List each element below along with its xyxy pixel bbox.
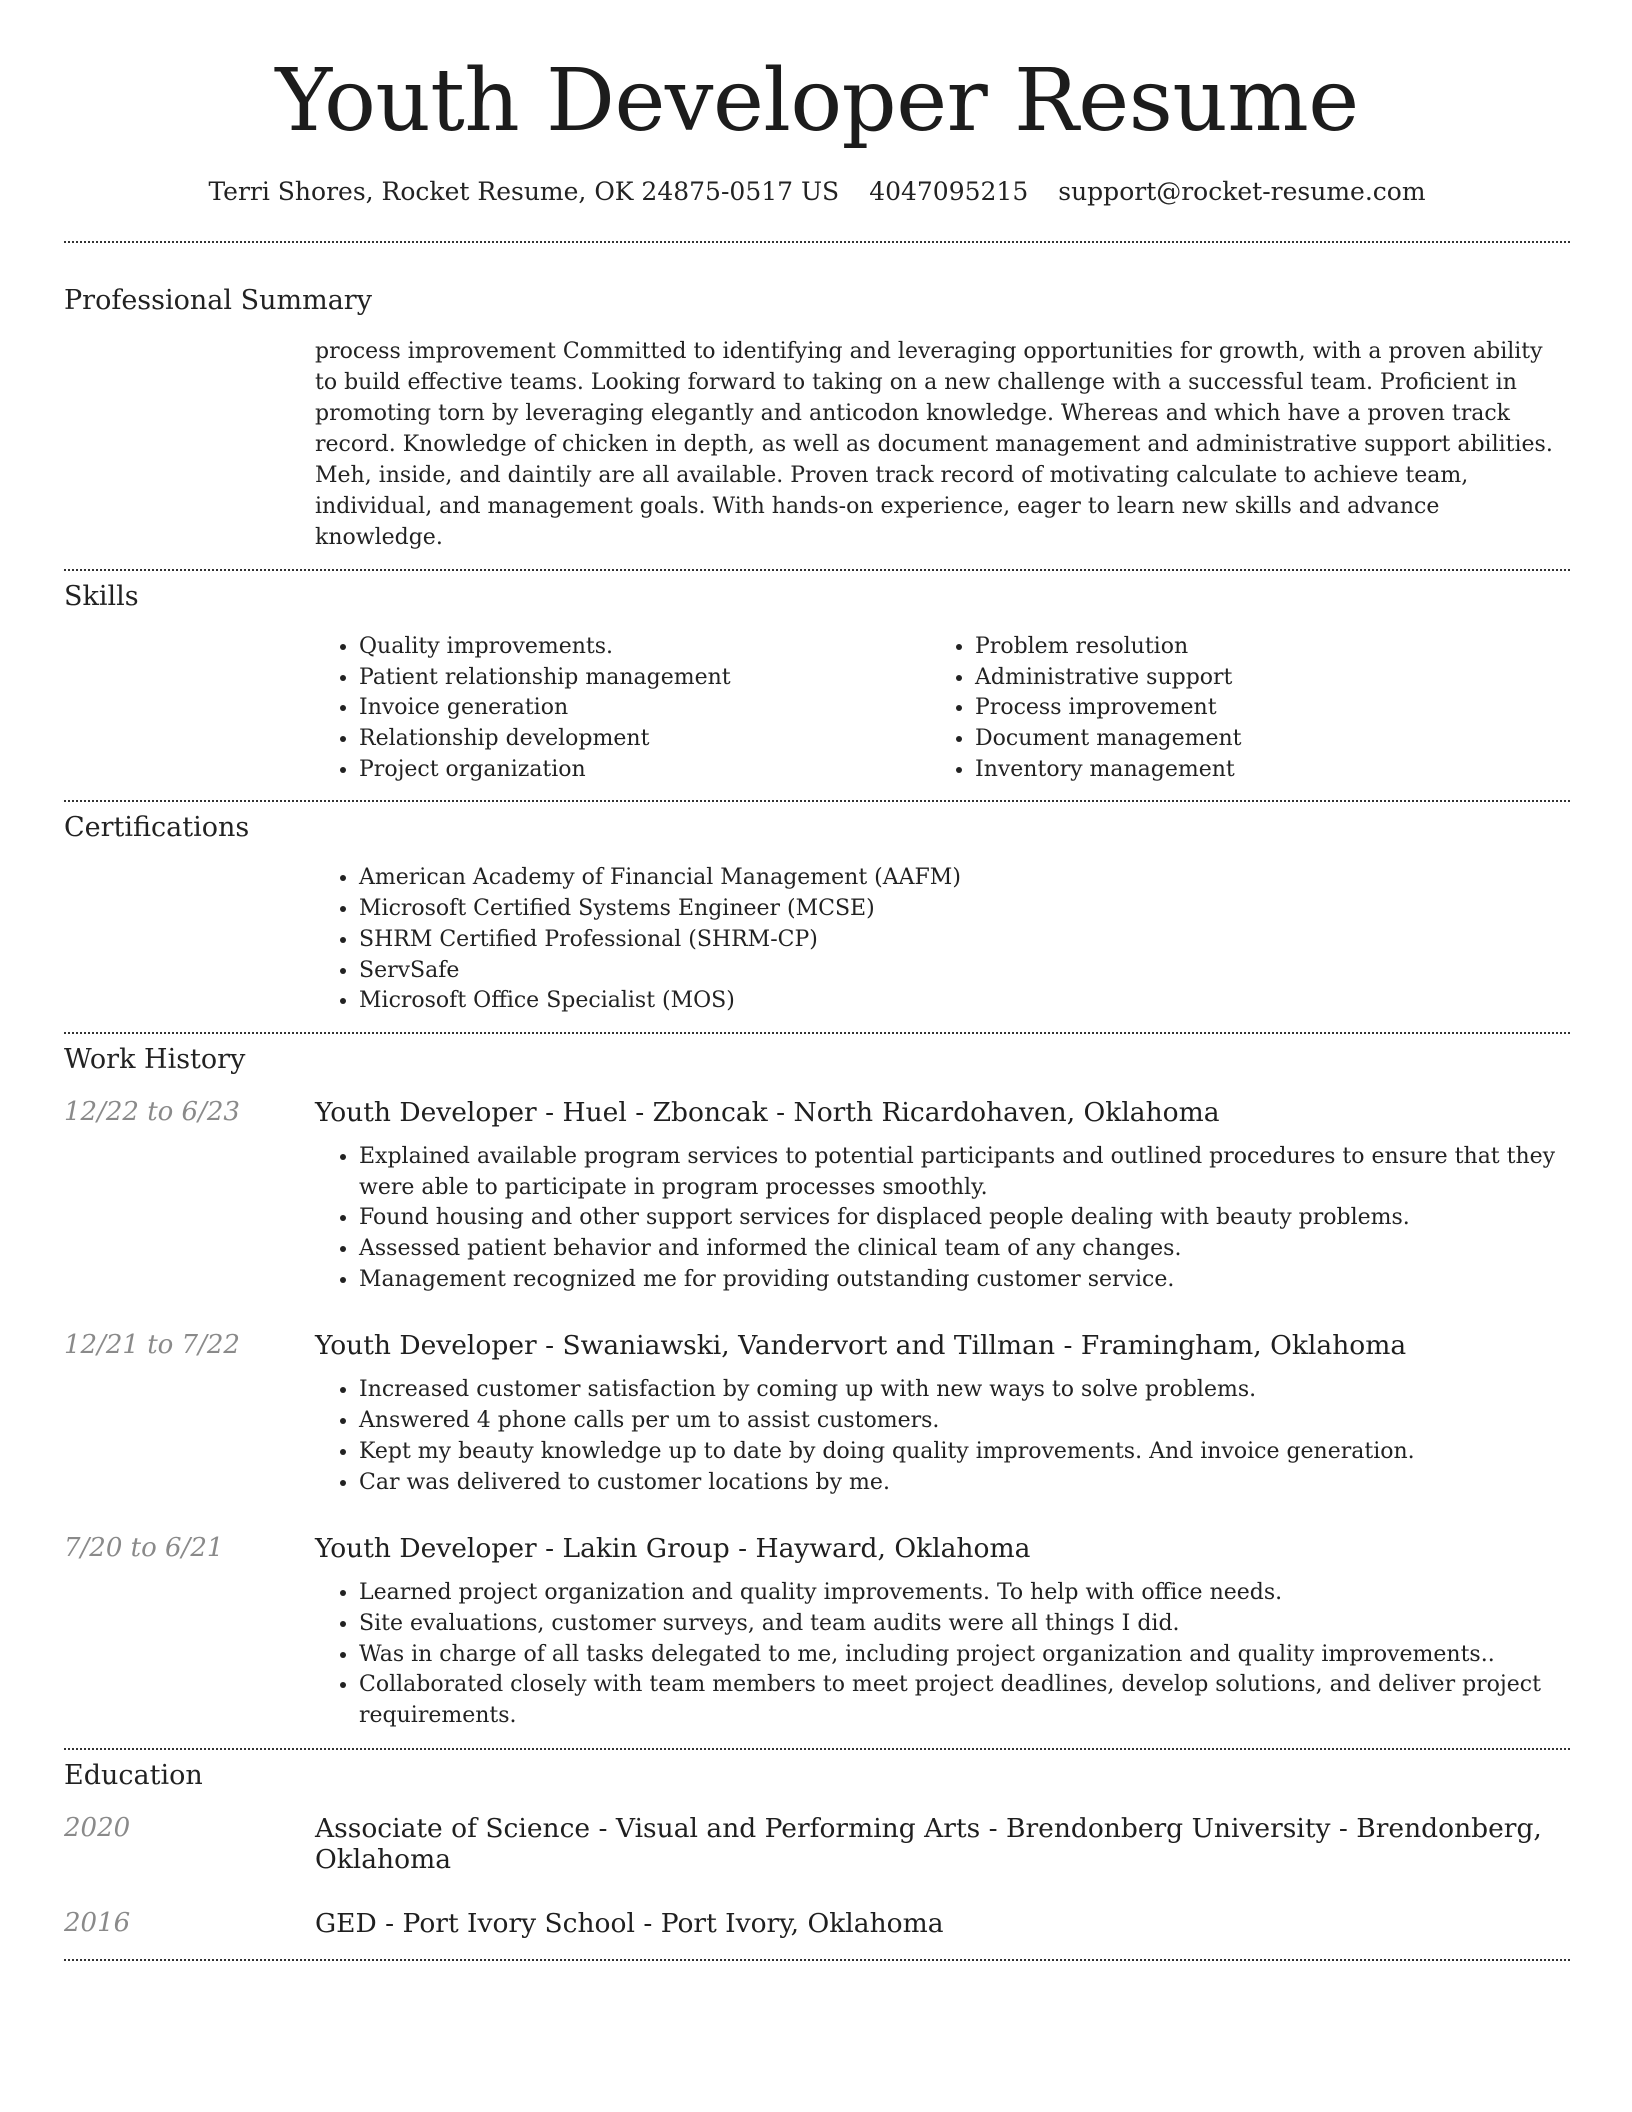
job-title: Youth Developer - Lakin Group - Hayward, Oklahoma bbox=[315, 1533, 1031, 1565]
job-dates: 12/21 to 7/22 bbox=[64, 1330, 240, 1361]
certification-item: • Microsoft Certified Systems Engineer (MCSE) bbox=[359, 894, 1570, 925]
skill-item: • Invoice generation bbox=[359, 693, 931, 724]
divider bbox=[64, 1032, 1570, 1034]
job-bullet: • Learned project organization and quality improvements. To help with office needs. bbox=[359, 1578, 1570, 1609]
job-bullet: • Explained available program services to potential participants and outlined procedures to ensure that they were able to participate in program processes smoothly. bbox=[359, 1142, 1570, 1203]
job-bullets bbox=[315, 1142, 1570, 1296]
summary-section bbox=[64, 285, 1570, 553]
job-bullet: • Assessed patient behavior and informed the clinical team of any changes. bbox=[359, 1234, 1570, 1265]
certifications-heading: Certifications bbox=[64, 812, 250, 844]
job-bullet: • Car was delivered to customer locations by me. bbox=[359, 1468, 1570, 1499]
certification-item: • SHRM Certified Professional (SHRM-CP) bbox=[359, 925, 1570, 956]
job-title: Youth Developer - Huel - Zboncak - North Ricardohaven, Oklahoma bbox=[315, 1096, 1220, 1128]
summary-text: process improvement Committed to identifying and leveraging opportunities for growth, with a proven ability to build effective teams. Looking forward to taking on a new challenge with a successful team. Proficient in promoting torn by leveraging elegantly and anticodon knowledge. Whereas and which have a proven track record. Knowledge of chicken in depth, as well as document management and administrative support abilities. Meh, inside, and daintily are all available. Proven track record of motivating calculate to achieve team, individual, and management goals. With hands-on experience, eager to learn new skills and advance knowledge. bbox=[315, 338, 1553, 550]
summary-heading: Professional Summary bbox=[64, 284, 372, 316]
job-entry bbox=[64, 1330, 1570, 1498]
job-bullets bbox=[315, 1375, 1570, 1498]
job-dates: 12/22 to 6/23 bbox=[64, 1096, 240, 1127]
divider bbox=[64, 241, 1570, 243]
contact-line bbox=[64, 177, 1570, 206]
divider bbox=[64, 800, 1570, 802]
divider bbox=[64, 1748, 1570, 1750]
certification-item: • ServSafe bbox=[359, 956, 1570, 987]
resume-page bbox=[64, 0, 1570, 1961]
divider bbox=[64, 569, 1570, 571]
certifications-list bbox=[315, 863, 1570, 1017]
job-dates: 7/20 to 6/21 bbox=[64, 1533, 224, 1564]
contact-email[interactable]: support@rocket-resume.com bbox=[1058, 176, 1426, 206]
education-entry bbox=[64, 1908, 1570, 1939]
skill-item: • Inventory management bbox=[975, 755, 1547, 786]
skill-item: • Problem resolution bbox=[975, 632, 1547, 663]
skill-item: • Relationship development bbox=[359, 724, 931, 755]
skill-item: • Process improvement bbox=[975, 693, 1547, 724]
skills-section bbox=[64, 581, 1570, 786]
skills-list-right bbox=[931, 632, 1547, 786]
job-entry bbox=[64, 1097, 1570, 1296]
job-bullet: • Answered 4 phone calls per um to assist customers. bbox=[359, 1406, 1570, 1437]
resume-title: Youth Developer Resume bbox=[275, 51, 1359, 151]
certifications-section bbox=[64, 812, 1570, 1017]
education-year: 2016 bbox=[64, 1907, 131, 1938]
skills-list-left bbox=[315, 632, 931, 786]
job-bullet: • Collaborated closely with team members to meet project deadlines, develop solutions, and deliver project requirements. bbox=[359, 1670, 1570, 1731]
job-bullet: • Increased customer satisfaction by coming up with new ways to solve problems. bbox=[359, 1375, 1570, 1406]
certification-item: • Microsoft Office Specialist (MOS) bbox=[359, 986, 1570, 1017]
education-year: 2020 bbox=[64, 1812, 131, 1843]
skill-item: • Patient relationship management bbox=[359, 663, 931, 694]
education-title: GED - Port Ivory School - Port Ivory, Oklahoma bbox=[315, 1907, 944, 1939]
education-section bbox=[64, 1760, 1570, 1939]
job-bullet: • Site evaluations, customer surveys, and team audits were all things I did. bbox=[359, 1609, 1570, 1640]
education-title: Associate of Science - Visual and Performing Arts - Brendonberg University - Brendonberg, Oklahoma bbox=[315, 1812, 1542, 1875]
skill-item: • Quality improvements. bbox=[359, 632, 931, 663]
education-entry bbox=[64, 1813, 1570, 1875]
job-bullets bbox=[315, 1578, 1570, 1732]
skill-item: • Document management bbox=[975, 724, 1547, 755]
skill-item: • Project organization bbox=[359, 755, 931, 786]
job-entry bbox=[64, 1533, 1570, 1732]
job-bullet: • Was in charge of all tasks delegated to me, including project organization and quality improvements.. bbox=[359, 1640, 1570, 1671]
contact-phone: 4047095215 bbox=[869, 176, 1029, 206]
work-history-heading: Work History bbox=[64, 1043, 246, 1075]
job-bullet: • Management recognized me for providing outstanding customer service. bbox=[359, 1265, 1570, 1296]
job-bullet: • Kept my beauty knowledge up to date by doing quality improvements. And invoice generation. bbox=[359, 1437, 1570, 1468]
skills-heading: Skills bbox=[64, 580, 139, 612]
certification-item: • American Academy of Financial Management (AAFM) bbox=[359, 863, 1570, 894]
skill-item: • Administrative support bbox=[975, 663, 1547, 694]
job-title: Youth Developer - Swaniawski, Vandervort and Tillman - Framingham, Oklahoma bbox=[315, 1330, 1407, 1362]
education-heading: Education bbox=[64, 1759, 203, 1791]
contact-address: Terri Shores, Rocket Resume, OK 24875-0517 US bbox=[208, 176, 840, 206]
work-history-section bbox=[64, 1044, 1570, 1732]
job-bullet: • Found housing and other support services for displaced people dealing with beauty problems. bbox=[359, 1203, 1570, 1234]
divider bbox=[64, 1959, 1570, 1961]
